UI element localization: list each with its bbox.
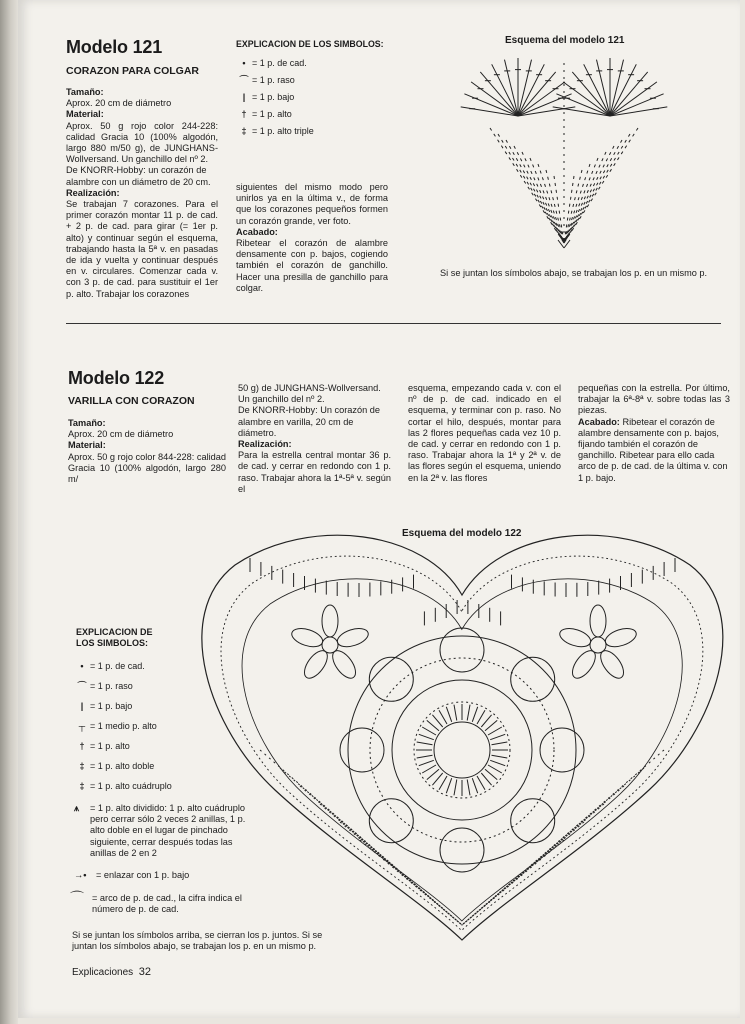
symbol-text: = 1 p. alto xyxy=(90,741,130,751)
chain-line xyxy=(506,140,564,243)
chain-line xyxy=(530,158,564,243)
symbol-text: = 1 p. alto cuádruplo xyxy=(90,781,172,791)
chain-line xyxy=(564,146,614,243)
stitch-line xyxy=(454,780,457,796)
star-ring xyxy=(434,722,490,778)
symbol-text: = 1 medio p. alto xyxy=(90,721,157,731)
chain-line xyxy=(564,134,630,243)
realizacion-label: Realización: xyxy=(238,439,292,450)
size-text: Aprox. 20 cm de diámetro xyxy=(66,98,172,109)
model122-col3 xyxy=(408,383,561,484)
stitch-line xyxy=(419,734,434,739)
flower-petal xyxy=(335,625,370,650)
star-petal xyxy=(511,657,555,701)
symbol-text: = 1 p. alto xyxy=(252,108,292,119)
join-text: = enlazar con 1 p. bajo xyxy=(96,870,190,880)
material-text-2: De KNORR-Hobby: un corazón de alambre con un diámetro de 20 cm. xyxy=(66,165,211,187)
stitch-symbol-icon: † xyxy=(79,741,85,751)
stitch-line xyxy=(422,727,436,735)
model121-heart-chart xyxy=(450,48,680,253)
col4-text: pequeñas con la estrella. Por último, trabajar la 6ª-8ª v. sobre todas las 3 piezas. xyxy=(578,383,730,416)
model122-symbols-title: EXPLICACION DE LOS SIMBOLOS: xyxy=(76,627,153,648)
material-label: Material: xyxy=(66,109,104,120)
stitch-line xyxy=(490,760,505,765)
star-ring xyxy=(348,636,576,864)
symbol-text: = 1 p. alto doble xyxy=(90,761,155,771)
chain-line xyxy=(564,170,582,243)
chain-line xyxy=(498,134,564,243)
stitch-line xyxy=(477,710,485,724)
symbol-text: = 1 p. bajo xyxy=(252,91,295,102)
acabado-label: Acabado: xyxy=(236,226,278,237)
model122-heart-chart xyxy=(190,520,735,960)
symbol-row xyxy=(236,122,386,139)
symbol-row xyxy=(74,776,224,796)
stitch-line xyxy=(467,705,470,721)
stitch-line xyxy=(454,705,457,721)
symbol-text: = 1 p. de cad. xyxy=(90,661,145,671)
star-petal xyxy=(340,728,384,772)
stitch-line xyxy=(427,720,439,730)
model121-instructions xyxy=(66,87,218,300)
model122-diagram-title: Esquema del modelo 122 xyxy=(402,528,522,539)
symbol-row xyxy=(236,105,386,122)
star-petal xyxy=(440,628,484,672)
star-petal xyxy=(369,799,413,843)
size-text: Aprox. 20 cm de diámetro xyxy=(68,429,174,440)
divided-text: = 1 p. alto dividido: 1 p. alto cuádruplo pero cerrar sólo 2 veces 2 anillas, 1 p. alto doble en el lugar de pinchado siguiente, cerrar después todas las anillas de 2 en 2 xyxy=(90,803,246,858)
symbol-row xyxy=(74,736,224,756)
stitch-line xyxy=(439,710,447,724)
symbol-text: = 1 p. bajo xyxy=(90,701,133,711)
size-label: Tamaño: xyxy=(66,87,104,97)
model121-continuation xyxy=(236,182,388,294)
model122-subtitle: VARILLA CON CORAZON xyxy=(68,395,195,407)
symbol-row xyxy=(74,676,224,696)
section-divider xyxy=(66,323,721,324)
flower-petal xyxy=(558,625,593,650)
stitch-symbol-icon: ┬ xyxy=(78,721,86,731)
model122-col2 xyxy=(238,383,391,495)
model122-divided-stitch xyxy=(74,803,246,859)
heart-inner-ring xyxy=(221,556,703,930)
star-petal xyxy=(540,728,584,772)
model122-title: Modelo 122 xyxy=(68,368,165,388)
realizacion-label: Realización: xyxy=(66,187,120,198)
model122-col1 xyxy=(68,418,226,485)
model122-join-symbol xyxy=(74,870,246,881)
col3-text: esquema, empezando cada v. con el nº de p. de cad. indicado en el esquema, y terminar con p. raso. No cortar el hilo, después, montar para las 2 flores pequeñas cada vez 10 p. de cad. y cerrar en redondo con 1 p. raso. Trabajar ahora la 1ª y 2ª v. de las flores según el esquema, uniendo en la 2ª v. las flores xyxy=(408,383,561,483)
model122-col4 xyxy=(578,383,730,484)
stitch-line xyxy=(432,773,442,785)
acabado-text: Ribetear el corazón de alambre densamente con p. bajos, cogiendo también el corazón de ganchillo. Hacer una presilla de ganchillo para colgar. xyxy=(236,238,388,293)
col2-text: 50 g) de JUNGHANS-Wollversand. Un ganchillo del nº 2. xyxy=(238,383,381,405)
stitch-line xyxy=(417,742,433,745)
stitch-symbol-icon: | xyxy=(80,701,84,711)
stitch-line xyxy=(481,773,491,785)
model122-arc-symbol xyxy=(70,890,248,915)
stitch-line xyxy=(417,755,433,758)
stitch-line xyxy=(427,769,439,779)
realizacion-text: Se trabajan 7 corazones. Para el primer corazón montar 11 p. de cad. + 2 p. de cad. para girar (= 1er p. alto) y continuar según el esquema, trabajando hasta la 5ª v. en pasadas de ida y vuelta y continuar después en v. circulares. Comenzar cada v. con 3 p. de cad. para sustituir el 1er p. alto. Trabajar los corazones xyxy=(66,199,218,299)
stitch-line xyxy=(477,776,485,790)
symbol-text: = 1 p. alto triple xyxy=(252,125,314,136)
symbol-row xyxy=(236,54,386,71)
star-petal xyxy=(440,828,484,872)
model122-bottom-note: Si se juntan los símbolos arriba, se cierran los p. juntos. Si se juntan los símbolos abajo, se trabajan los p. en un mismo p. xyxy=(72,930,323,952)
model121-symbol-list xyxy=(236,54,386,139)
heart-outline xyxy=(202,535,723,940)
chain-line xyxy=(564,158,598,243)
symbol-row xyxy=(236,88,386,105)
page-footer xyxy=(72,966,151,978)
realizacion-text: Para la estrella central montar 36 p. de cad. y cerrar en redondo con 1 p. raso. Trabajar ahora la 1ª-5ª v. según el xyxy=(238,450,391,494)
model122-symbol-list xyxy=(74,656,224,796)
symbol-row xyxy=(236,71,386,88)
size-label: Tamaño: xyxy=(68,418,106,428)
chain-line xyxy=(514,146,564,243)
flower-petal xyxy=(290,625,325,650)
symbol-text: = 1 p. raso xyxy=(252,74,295,85)
stitch-symbol-icon: • xyxy=(80,661,84,671)
stitch-symbol-icon: • xyxy=(242,57,246,68)
stitch-symbol-icon: ‡ xyxy=(79,761,85,771)
stitch-line xyxy=(467,780,470,796)
star-ring xyxy=(370,658,554,842)
stitch-symbol-icon: ⌒ xyxy=(239,74,249,85)
stitch-line xyxy=(485,720,497,730)
stitch-line xyxy=(492,742,508,745)
stitch-line xyxy=(422,765,436,773)
continue-text: siguientes del mismo modo pero unirlos ya en la última v., de forma que los corazones pequeños formen un corazón grande, ver foto. xyxy=(236,182,388,226)
page-binding xyxy=(0,0,18,1024)
symbol-row xyxy=(74,696,224,716)
flower-petal xyxy=(322,605,338,637)
chain-line xyxy=(554,176,564,243)
stitch-line xyxy=(488,727,502,735)
star-ring xyxy=(392,680,532,820)
page-number: 32 xyxy=(138,966,151,978)
material-label: Material: xyxy=(68,440,106,451)
stitch-line xyxy=(485,769,497,779)
acabado-label: Acabado: xyxy=(578,416,620,427)
stitch-line xyxy=(472,707,477,722)
stitch-line xyxy=(446,778,451,793)
model121-title: Modelo 121 xyxy=(66,37,163,57)
stitch-symbol-icon: † xyxy=(241,108,247,119)
star-petal xyxy=(369,657,413,701)
stitch-line xyxy=(481,715,491,727)
acabado-text: Ribetear el corazón de alambre densamente con p. bajos, fijando también el corazón de ganchillo. Ribetear para ello cada arco de p. de cad. de la última v. con 1 p. bajo. xyxy=(578,416,728,483)
flower-petal xyxy=(590,605,606,637)
stitch-line xyxy=(472,778,477,793)
stitch-line xyxy=(490,734,505,739)
symbol-row xyxy=(74,716,224,736)
stitch-symbol-icon: ‡ xyxy=(79,781,85,791)
chain-line xyxy=(490,128,564,243)
symbol-text: = 1 p. de cad. xyxy=(252,57,307,68)
arrow-right-icon: →• xyxy=(74,870,87,880)
chain-arc-icon: ⌒ xyxy=(70,890,84,906)
model121-symbols-title: EXPLICACION DE LOS SIMBOLOS: xyxy=(236,39,384,49)
stitch-line xyxy=(446,707,451,722)
model121-diagram-note: Si se juntan los símbolos abajo, se trabajan los p. en un mismo p. xyxy=(440,268,708,278)
symbol-text: = 1 p. raso xyxy=(90,681,133,691)
col2-text-2: De KNORR-Hobby: Un corazón de alambre en varilla, 20 cm de diámetro. xyxy=(238,405,380,438)
stitch-line xyxy=(492,755,508,758)
symbol-row xyxy=(74,756,224,776)
symbol-row xyxy=(74,656,224,676)
stitch-symbol-icon: ‡ xyxy=(241,125,247,136)
stitch-symbol-icon: | xyxy=(242,91,246,102)
stitch-symbol-icon: ⌒ xyxy=(77,681,87,691)
star-petal xyxy=(511,799,555,843)
divided-stitch-icon: ⩚ xyxy=(74,803,80,813)
material-text: Aprox. 50 g rojo color 244-228: calidad Gracia 10 (100% algodón, largo 880 m/50 g), de JUNGHANS-Wollversand. Un ganchillo del nº 2. xyxy=(66,120,218,165)
model121-subtitle: CORAZON PARA COLGAR xyxy=(66,65,199,77)
heart-inner-ring xyxy=(242,579,682,921)
stitch-line xyxy=(439,776,447,790)
model121-diagram-title: Esquema del modelo 121 xyxy=(505,35,625,46)
flower-petal xyxy=(603,625,638,650)
stitch-line xyxy=(432,715,442,727)
stitch-line xyxy=(488,765,502,773)
arc-text: = arco de p. de cad., la cifra indica el número de p. de cad. xyxy=(92,893,242,915)
chain-line xyxy=(564,140,622,243)
stitch-line xyxy=(419,760,434,765)
chain-line xyxy=(564,128,638,243)
chain-line xyxy=(564,176,574,243)
footer-section: Explicaciones xyxy=(72,967,134,978)
chain-line xyxy=(546,170,564,243)
material-text: Aprox. 50 g rojo color 844-228: calidad Gracia 10 (100% algodón, largo 280 m/ xyxy=(68,451,226,485)
